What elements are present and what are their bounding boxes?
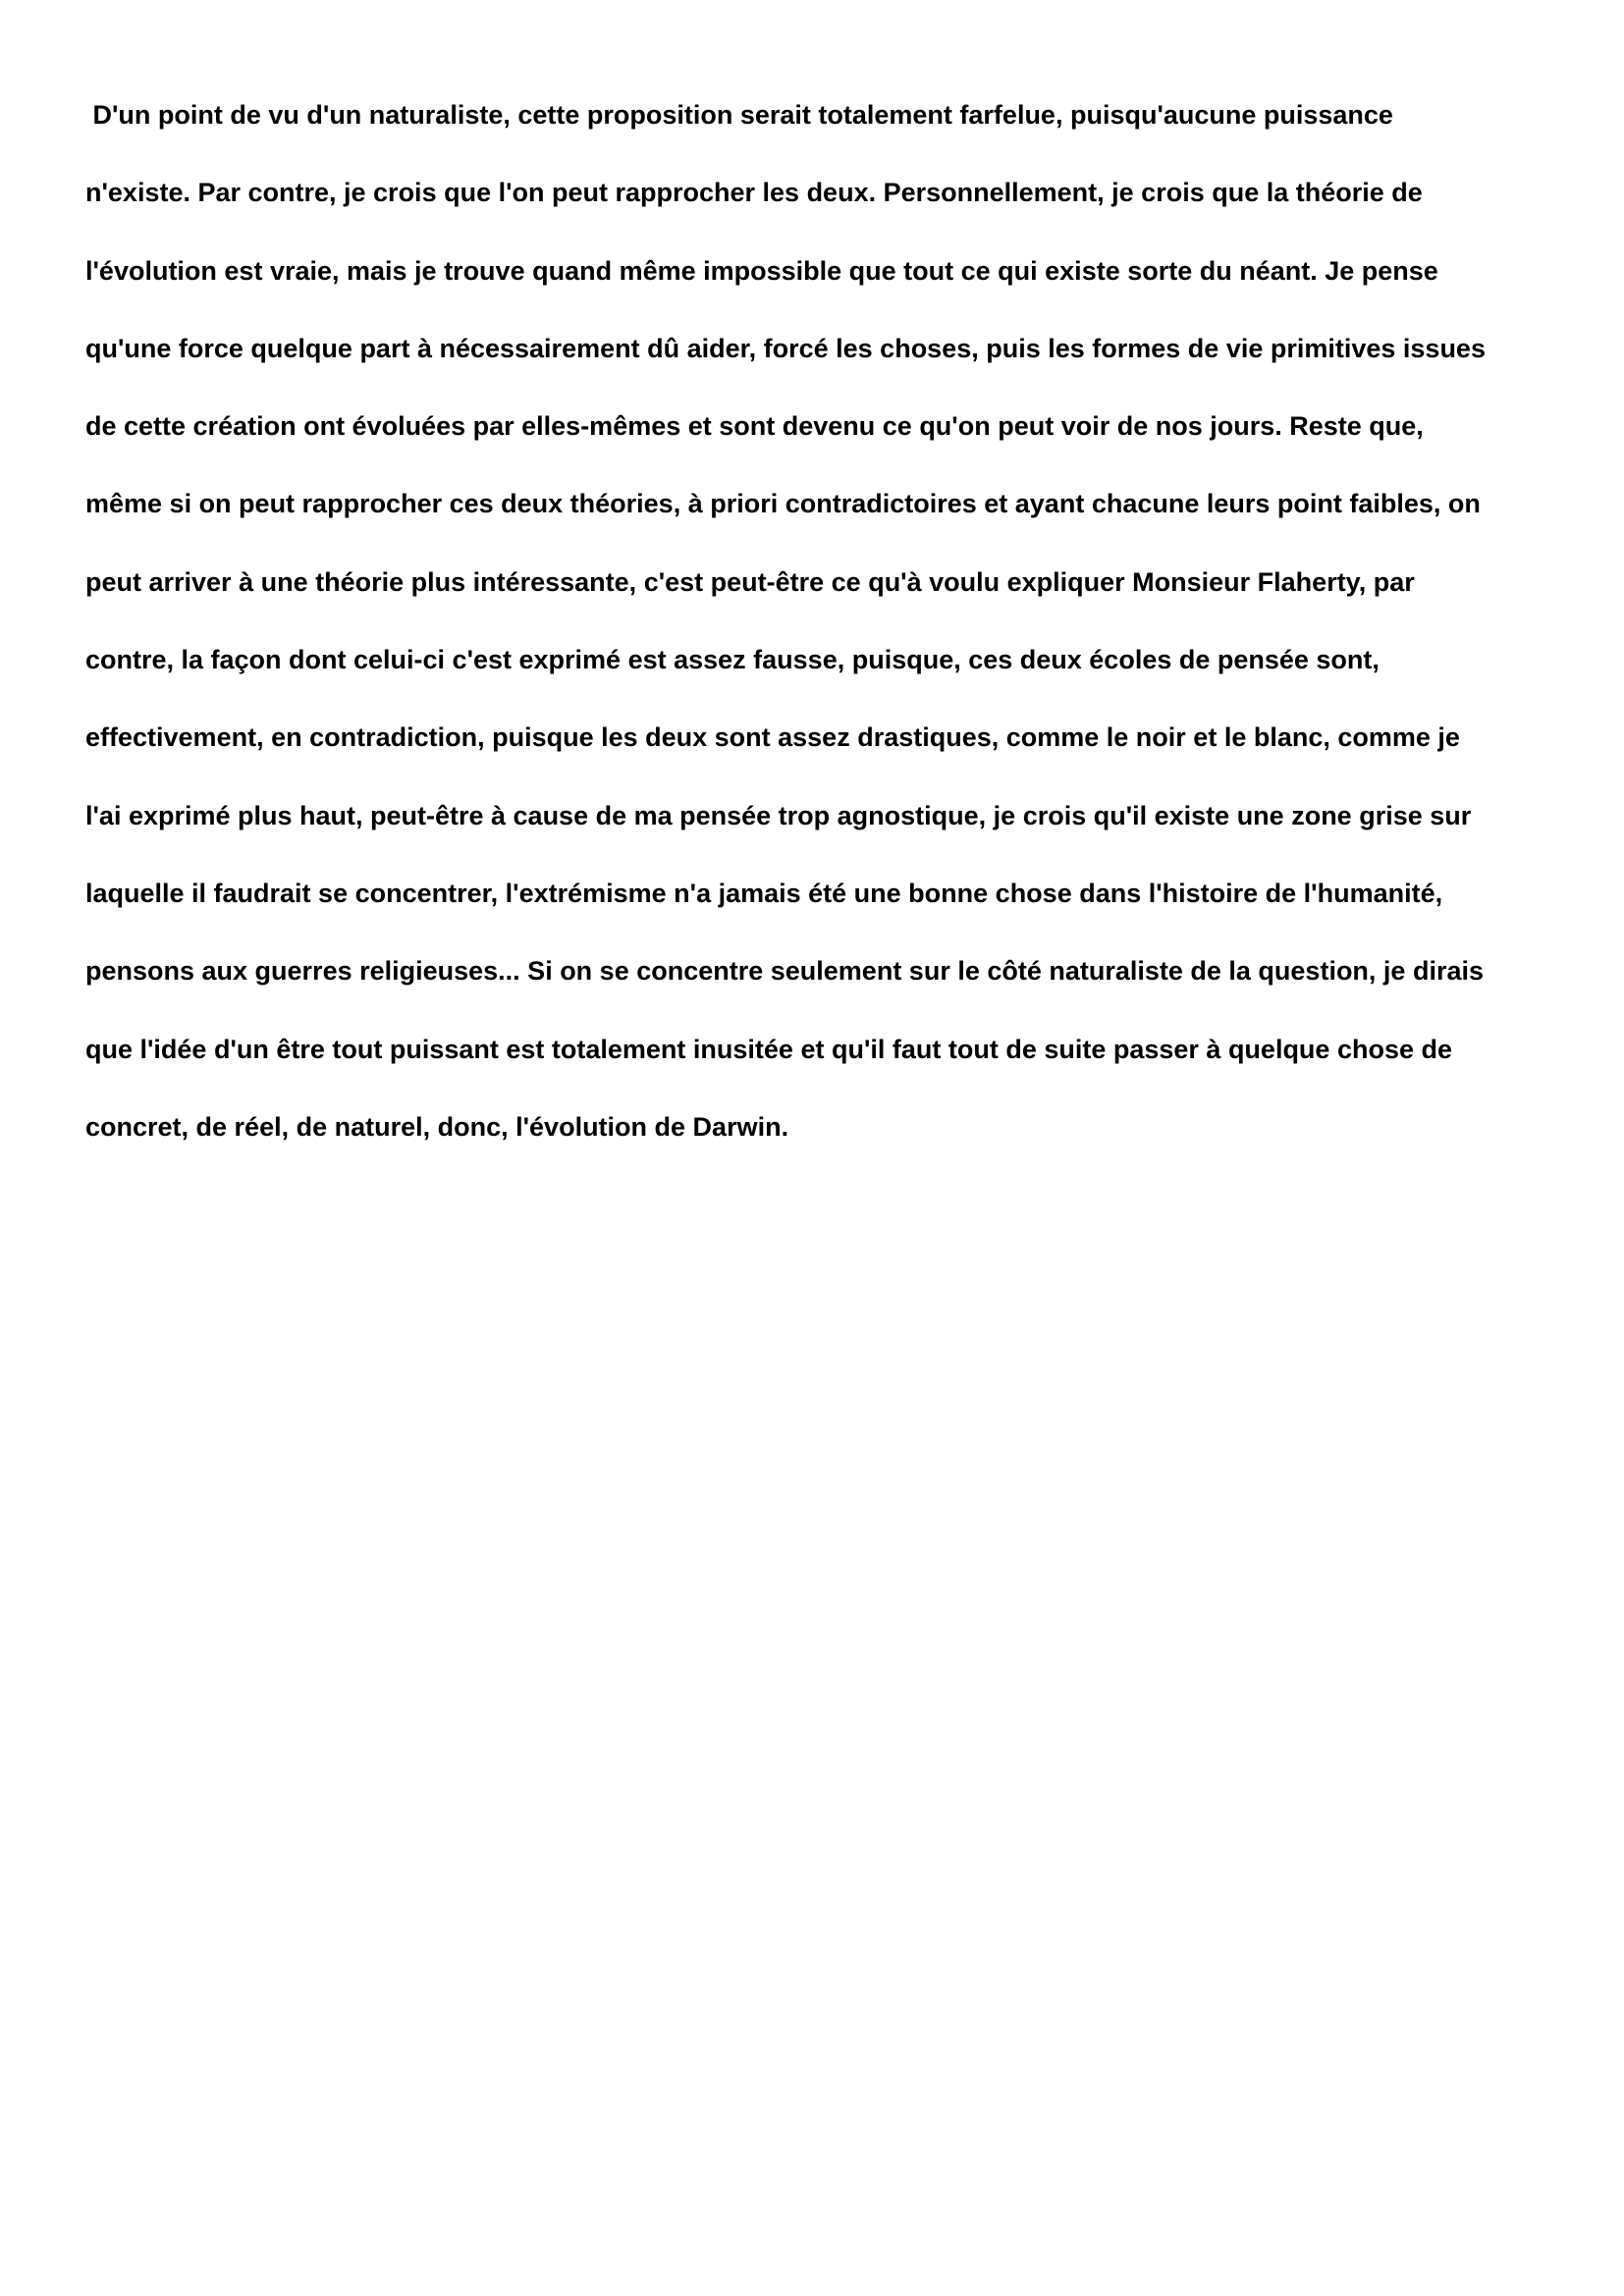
paragraph-line-12: pensons aux guerres religieuses... Si on se concentre seulement sur le côté naturaliste de la question, je dirais [85, 956, 1484, 987]
paragraph-line-11: laquelle il faudrait se concentrer, l'extrémisme n'a jamais été une bonne chose dans l'histoire de l'humanité, [85, 878, 1443, 908]
paragraph-line-1: D'un point de vu d'un naturaliste, cette proposition serait totalement farfelue, puisqu'aucune puissance [85, 100, 1393, 130]
paragraph-line-5: de cette création ont évoluées par elles-mêmes et sont devenu ce qu'on peut voir de nos jours. Reste que, [85, 411, 1424, 442]
paragraph-line-2: n'existe. Par contre, je crois que l'on peut rapprocher les deux. Personnellement, je crois que la théorie de [85, 178, 1423, 208]
paragraph-line-14: concret, de réel, de naturel, donc, l'évolution de Darwin. [85, 1111, 789, 1142]
paragraph-line-7: peut arriver à une théorie plus intéressante, c'est peut-être ce qu'à voulu expliquer Monsieur Flaherty, par [85, 566, 1415, 597]
paragraph-line-3: l'évolution est vraie, mais je trouve quand même impossible que tout ce qui existe sorte du néant. Je pense [85, 255, 1438, 286]
essay-paragraph [85, 88, 1558, 1178]
paragraph-line-9: effectivement, en contradiction, puisque les deux sont assez drastiques, comme le noir et le blanc, comme je [85, 722, 1460, 753]
paragraph-line-13: que l'idée d'un être tout puissant est totalement inusitée et qu'il faut tout de suite passer à quelque chose de [85, 1034, 1452, 1064]
paragraph-line-6: même si on peut rapprocher ces deux théories, à priori contradictoires et ayant chacune leurs point faibles, on [85, 489, 1481, 519]
paragraph-line-10: l'ai exprimé plus haut, peut-être à cause de ma pensée trop agnostique, je crois qu'il existe une zone grise sur [85, 800, 1472, 830]
paragraph-line-8: contre, la façon dont celui-ci c'est exprimé est assez fausse, puisque, ces deux écoles de pensée sont, [85, 645, 1380, 675]
paragraph-line-4: qu'une force quelque part à nécessairement dû aider, forcé les choses, puis les formes de vie primitives issues [85, 333, 1486, 363]
